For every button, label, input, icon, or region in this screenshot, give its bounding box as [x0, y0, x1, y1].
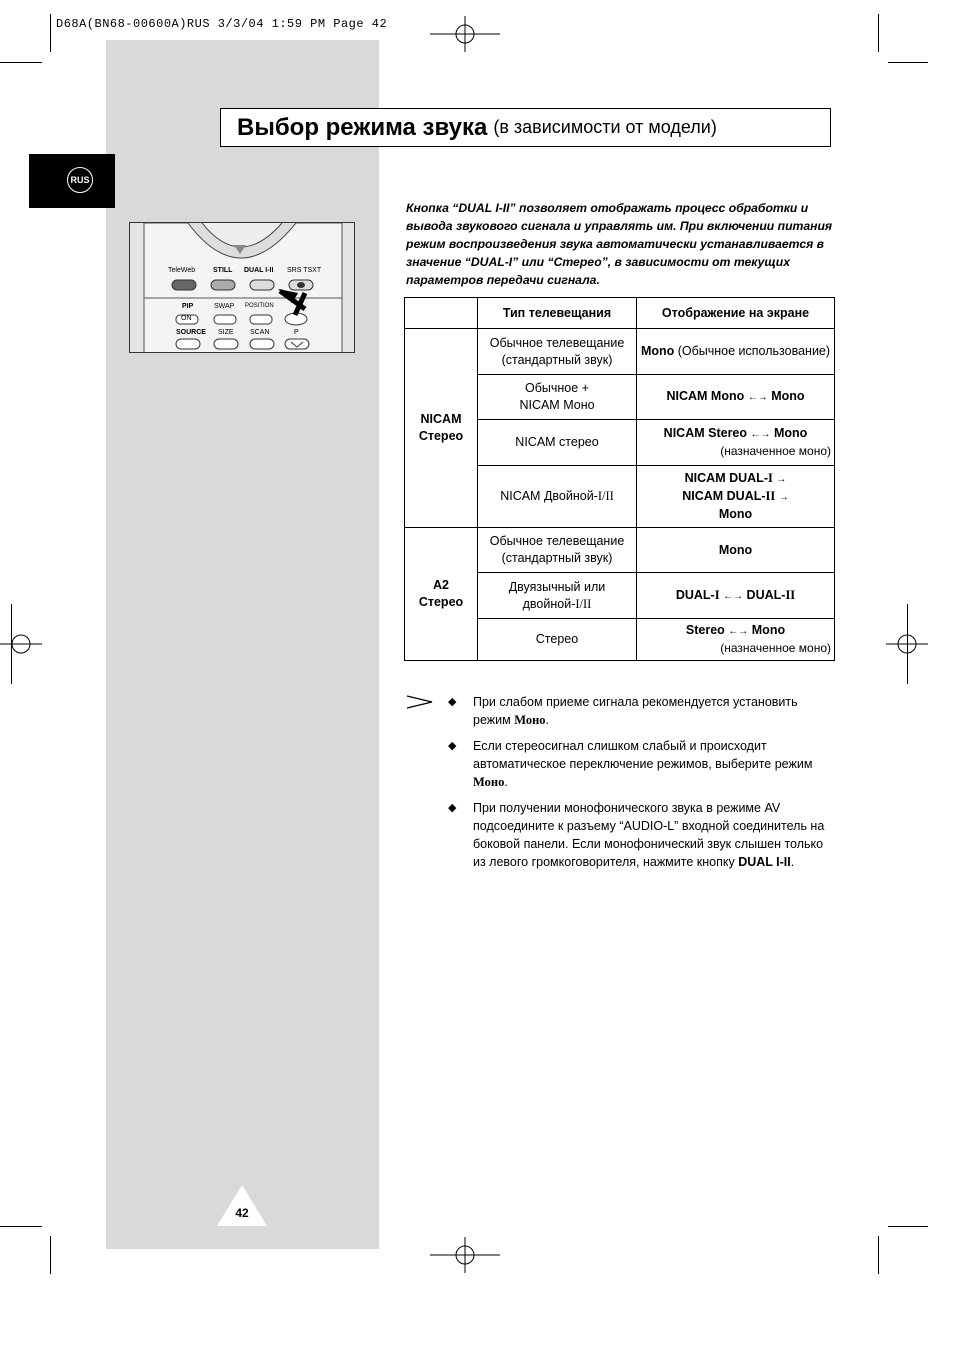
note-strong: Моно [514, 713, 546, 727]
language-badge: RUS [67, 167, 93, 193]
group-label-line: Стерео [418, 429, 464, 443]
crop-mark [888, 1226, 928, 1227]
diamond-bullet-icon: ◆ [448, 740, 457, 752]
cell-line: Обычное телевещание [489, 534, 625, 548]
arrow-right-icon: → [776, 474, 787, 485]
broadcast-type-cell [478, 375, 637, 420]
double-arrow-icon: ←→ [728, 626, 749, 637]
remote-illustration [129, 222, 355, 353]
note-text [473, 693, 828, 729]
cell-strong: NICAM DUAL- [684, 471, 768, 485]
display-cell [637, 619, 835, 661]
page-number: 42 [235, 1206, 249, 1220]
note-text [473, 799, 833, 871]
cell-strong: Stereo [685, 623, 725, 637]
crop-mark [50, 1236, 51, 1274]
display-cell [637, 466, 835, 528]
print-header: D68A(BN68-00600A)RUS 3/3/04 1:59 PM Page 42 [56, 17, 388, 31]
cell-line: Обычное телевещание [489, 335, 625, 350]
notes-list [404, 693, 836, 879]
remote-label-p: P [294, 329, 299, 336]
cell-strong: DUAL- [675, 587, 715, 602]
display-cell [637, 573, 835, 619]
crop-mark [0, 62, 42, 63]
cell-strong: Mono [773, 426, 808, 440]
remote-label-dual: DUAL I-II [244, 267, 274, 274]
registration-mark-icon [430, 1235, 500, 1275]
remote-label-on: ON [181, 315, 192, 322]
note-spacer [404, 737, 448, 791]
group-label-line: NICAM [420, 412, 462, 426]
cell-text: I/II [575, 596, 592, 611]
note-body: При получении монофонического звука в режиме AV подсоедините к разъему “AUDIO-L” входной соединитель на боковой панели. Если монофонический звук слышен только из левого громкоговорителя, нажмите кнопку [473, 801, 825, 869]
cell-strong: I [767, 471, 773, 485]
cell-strong: NICAM Mono [666, 389, 745, 403]
remote-label-srs: SRS TSXT [287, 267, 322, 274]
note-strong: Моно [473, 775, 505, 789]
cell-line: (стандартный звук) [501, 352, 613, 367]
cell-strong: NICAM DUAL- [682, 489, 766, 503]
remote-label-swap: SWAP [214, 303, 235, 310]
cell-text: I/II [597, 489, 614, 503]
table-header-row [405, 298, 835, 329]
cell-strong: I [714, 587, 720, 602]
double-arrow-icon: ←→ [747, 392, 768, 403]
sound-mode-table [404, 297, 835, 661]
cell-line: NICAM Моно [519, 398, 595, 412]
note-tail: . [545, 713, 550, 727]
note-spacer [404, 799, 448, 871]
display-cell: Mono [637, 528, 835, 573]
cell-line: NICAM стерео [515, 435, 599, 449]
note-strong: DUAL I-II [738, 855, 791, 869]
group-label-line: Стерео [418, 595, 464, 609]
note-body: При слабом приеме сигнала рекомендуется установить режим [473, 695, 798, 727]
remote-drawing [130, 223, 355, 353]
group-a2-stereo [405, 528, 478, 661]
cell-text: (Обычное использование) [674, 344, 831, 358]
cell-strong: Mono [751, 623, 786, 637]
cell-strong: NICAM Stereo [663, 426, 748, 440]
list-item [404, 737, 836, 791]
diamond-bullet-icon: ◆ [448, 696, 457, 708]
broadcast-type-cell [478, 420, 637, 466]
cell-note: (назначенное моно) [720, 444, 831, 458]
cell-strong: II [765, 489, 776, 503]
crop-mark [878, 1236, 879, 1274]
table-row [405, 528, 835, 573]
cell-line: (стандартный звук) [501, 551, 613, 565]
remote-label-still: STILL [213, 267, 233, 274]
cell-strong: Mono [718, 507, 753, 521]
remote-label-scan: SCAN [250, 329, 270, 336]
diamond-bullet-icon: ◆ [448, 802, 457, 814]
note-text [473, 737, 828, 791]
cell-strong: II [785, 587, 796, 602]
display-cell [637, 329, 835, 375]
note-body: Если стереосигнал слишком слабый и происходит автоматическое переключение режимов, выберите режим [473, 739, 813, 771]
cell-text: двойной- [522, 596, 576, 611]
remote-label-size: SIZE [218, 329, 234, 336]
cell-strong: DUAL- [746, 587, 786, 602]
title-main: Выбор режима звука [237, 113, 488, 141]
broadcast-type-cell: Стерео [478, 619, 637, 661]
cell-line: Двуязычный или [508, 579, 606, 594]
cell-strong: Mono [771, 389, 805, 403]
registration-mark-icon [0, 624, 42, 664]
display-cell [637, 375, 835, 420]
broadcast-type-cell [478, 573, 637, 619]
double-arrow-icon: ←→ [723, 590, 744, 602]
group-nicam-stereo [405, 329, 478, 528]
cell-text: NICAM Двойной- [500, 489, 598, 503]
arrow-right-icon: → [778, 492, 789, 503]
broadcast-type-cell [478, 329, 637, 375]
page-title [220, 108, 831, 147]
note-tail: . [790, 855, 795, 869]
list-item [404, 693, 836, 729]
double-arrow-icon: ←→ [750, 429, 771, 440]
table-row [405, 329, 835, 375]
crop-mark [888, 62, 928, 63]
remote-label-source: SOURCE [176, 329, 206, 336]
crop-mark [0, 1226, 42, 1227]
intro-paragraph: Кнопка “DUAL I-II” позволяет отображать процесс обработки и вывода звукового сигнала и управлять им. При включении питания режим воспроизведения звука автоматически устанавливается в значение “DUAL-I” или “Стерео”, в зависимости от текущих параметров передачи сигнала. [406, 201, 833, 287]
note-pointer [404, 693, 448, 729]
broadcast-type-cell [478, 528, 637, 573]
note-arrow-icon [406, 694, 434, 710]
crop-mark [50, 14, 51, 52]
note-tail: . [504, 775, 508, 789]
cell-note: (назначенное моно) [720, 641, 831, 655]
table-header-display: Отображение на экране [637, 298, 835, 329]
registration-mark-icon [430, 14, 500, 54]
group-label-line: A2 [433, 578, 449, 592]
display-cell [637, 420, 835, 466]
remote-label-position: POSITION [245, 303, 274, 309]
table-header-empty [405, 298, 478, 329]
remote-label-pip: PIP [182, 303, 194, 310]
table-header-type: Тип телевещания [478, 298, 637, 329]
list-item [404, 799, 836, 871]
cell-line: Обычное + [525, 381, 589, 395]
remote-label-teleweb: TeleWeb [168, 267, 196, 274]
cell-strong: Mono [640, 344, 675, 358]
crop-mark [878, 14, 879, 52]
registration-mark-icon [886, 624, 928, 664]
broadcast-type-cell [478, 466, 637, 528]
title-sub: (в зависимости от модели) [493, 117, 717, 137]
